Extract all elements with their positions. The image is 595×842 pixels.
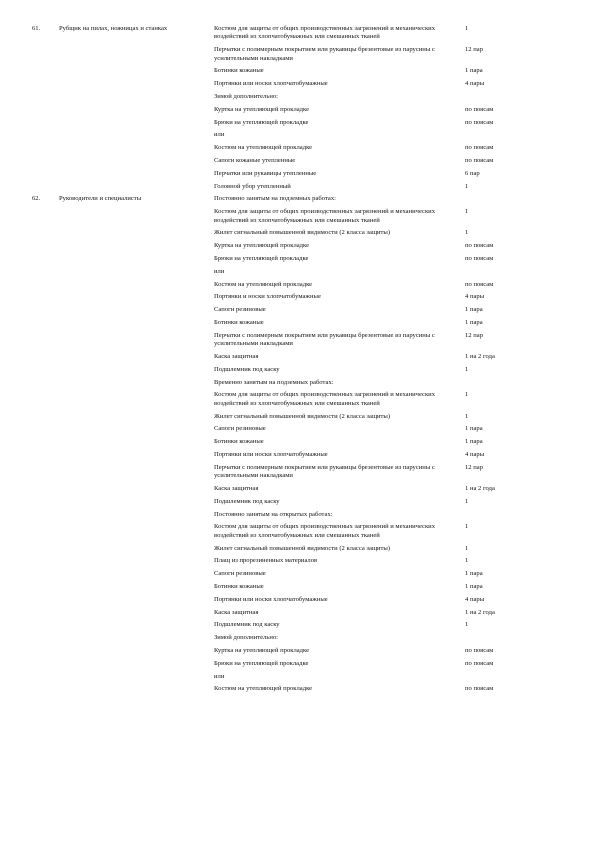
ppe-item: Костюм на утепляющей прокладке [214,144,313,152]
ppe-item: Костюм для защиты от общих производственных загрязнений и механических воздействий из хлопчатобумажных или смешанных тканей [214,25,435,41]
ppe-quantity: 1 [465,208,469,216]
ppe-quantity: по поясам [465,144,494,152]
ppe-item: Костюм для защиты от общих производственных загрязнений и механических воздействий из хлопчатобумажных или смешанных тканей [214,208,435,224]
ppe-quantity: 1 на 2 года [465,353,495,360]
ppe-item: Брюки на утепляющей прокладке [214,118,309,126]
ppe-item: Портянки или носки хлопчатобумажные [214,595,328,603]
ppe-item: Куртка на утепляющей прокладке [214,105,310,113]
ppe-item: Брюки на утепляющей прокладке [214,659,309,667]
ppe-quantity: 1 [465,544,469,552]
ppe-quantity: 1 пара [465,438,483,446]
ppe-item: Каска защитная [214,608,259,616]
ppe-item: Зимой дополнительно: [214,93,278,100]
ppe-item: Сапоги резиновые [214,570,266,578]
ppe-item: Ботинки кожаные [214,583,264,590]
ppe-quantity: 1 [465,391,469,399]
ppe-item: или [214,672,225,680]
ppe-quantity: по поясам [465,118,494,126]
ppe-item: Портянки и носки хлопчатобумажные [214,293,321,301]
ppe-quantity: по поясам [465,659,494,667]
ppe-quantity: 1 пара [465,319,483,326]
ppe-item: Костюм для защиты от общих производственных загрязнений и механических воздействий из хлопчатобумажных или смешанных тканей [214,391,435,407]
ppe-quantity: по поясам [465,157,494,164]
ppe-quantity: 1 [465,557,469,565]
row-number: 62. [32,195,41,203]
ppe-item: Перчатки с полимерным покрытием или рукавицы брезентовые из парусины с усилительными накладками [214,46,435,62]
ppe-quantity: 1 [465,497,469,505]
ppe-item: Жилет сигнальный повышенной видимости (2 класса защиты) [214,229,391,237]
ppe-quantity: 1 пара [465,306,483,314]
ppe-item: Подшлемник под каску [214,497,280,505]
ppe-quantity: по поясам [465,685,494,693]
ppe-item: Головной убор утепленный [214,182,291,190]
ppe-item: Брюки на утепляющей прокладке [214,255,309,262]
ppe-item: Ботинки кожаные [214,67,264,75]
ppe-item: Ботинки кожаные [214,319,264,326]
ppe-quantity: 1 [465,25,469,32]
ppe-item: Временно занятым на подземных работах: [214,378,334,386]
occupation-name: Руководители и специалисты [59,195,142,203]
ppe-quantity: 4 пары [465,451,485,458]
ppe-item: Портянки или носки хлопчатобумажные [214,451,328,458]
ppe-quantity: по поясам [465,255,494,262]
ppe-item: или [214,131,225,139]
ppe-quantity: 6 пар [465,169,480,177]
ppe-quantity: 12 пар [465,46,483,54]
ppe-quantity: 1 на 2 года [465,485,495,492]
ppe-item: Костюм на утепляющей прокладке [214,685,313,693]
ppe-quantity: 1 [465,365,469,373]
ppe-item: Сапоги резиновые [214,425,266,433]
ppe-quantity: 1 пара [465,67,483,75]
ppe-item: Портянки или носки хлопчатобумажные [214,80,328,88]
ppe-item: Перчатки или рукавицы утепленные [214,169,317,177]
ppe-item: Ботинки кожаные [214,438,264,446]
ppe-item: Жилет сигнальный повышенной видимости (2 класса защиты) [214,544,391,552]
ppe-item: Костюм для защиты от общих производственных загрязнений и механических воздействий из хлопчатобумажных или смешанных тканей [214,523,435,539]
ppe-item: Постоянно занятым на подземных работах: [214,195,336,203]
ppe-item: Сапоги кожаные утепленные [214,157,296,164]
ppe-item: Постоянно занятым на открытых работах: [214,510,333,518]
ppe-item: Каска защитная [214,485,259,492]
ppe-quantity: 1 пара [465,425,483,433]
occupation-name: Рубщик на пилах, ножницах и станках [59,25,168,32]
ppe-item: Куртка на утепляющей прокладке [214,242,310,250]
ppe-item: Подшлемник под каску [214,365,280,373]
ppe-quantity: 1 [465,412,469,420]
ppe-quantity: 4 пары [465,80,485,88]
ppe-quantity: 12 пар [465,463,483,471]
ppe-item: или [214,267,225,275]
ppe-quantity: 1 пара [465,570,483,578]
ppe-item: Перчатки с полимерным покрытием или рукавицы брезентовые из парусины с усилительными накладками [214,331,435,348]
ppe-quantity: 1 [465,523,469,531]
ppe-quantity: по поясам [465,242,494,250]
ppe-item: Сапоги резиновые [214,306,266,314]
ppe-quantity: 4 пары [465,595,485,603]
ppe-item: Каска защитная [214,353,259,360]
ppe-item: Перчатки с полимерным покрытием или рукавицы брезентовые из парусины с усилительными накладками [214,463,435,480]
ppe-item: Куртка на утепляющей прокладке [214,647,310,654]
ppe-quantity: 1 [465,182,469,190]
ppe-item: Жилет сигнальный повышенной видимости (2 класса защиты) [214,412,391,420]
ppe-quantity: 1 [465,229,469,237]
ppe-quantity: 1 [465,621,469,629]
ppe-quantity: 1 на 2 года [465,608,495,616]
ppe-quantity: по поясам [465,647,494,654]
ppe-quantity: 4 пары [465,293,485,301]
ppe-quantity: 12 пар [465,331,483,339]
row-number: 61. [32,25,41,32]
ppe-quantity: по поясам [465,105,494,113]
ppe-item: Зимой дополнительно: [214,634,278,642]
ppe-item: Подшлемник под каску [214,621,280,629]
ppe-item: Костюм на утепляющей прокладке [214,280,313,288]
ppe-item: Плащ из прорезиненных материалов [214,557,318,565]
ppe-quantity: 1 пара [465,583,483,590]
ppe-quantity: по поясам [465,280,494,288]
